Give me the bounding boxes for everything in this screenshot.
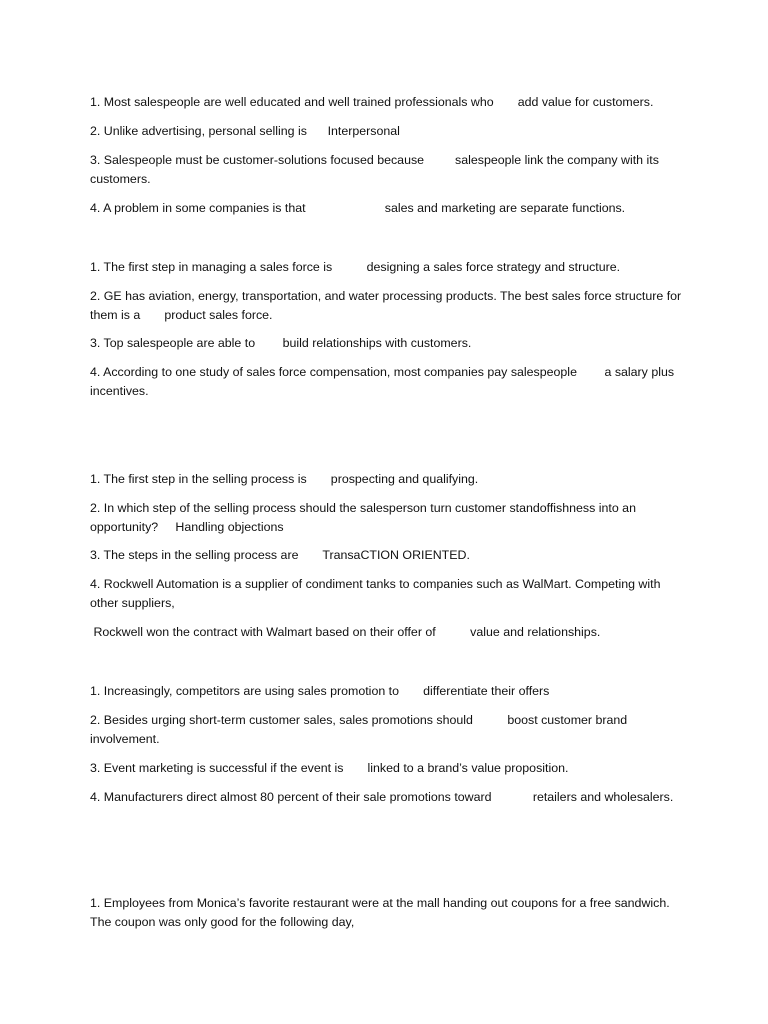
paragraph-s4-q4: 4. Manufacturers direct almost 80 percent of their sale promotions toward retailers and wholesalers. (90, 790, 674, 804)
paragraph-s1-q1: 1. Most salespeople are well educated and well trained professionals who add value for customers. (90, 95, 654, 109)
paragraph-s2-q2: 2. GE has aviation, energy, transportation, and water processing products. The best sales force structure for them is a product sales force. (90, 289, 685, 322)
paragraph-s3-q4-continued: Rockwell won the contract with Walmart based on their offer of value and relationships. (90, 625, 601, 639)
paragraph-s2-q1: 1. The first step in managing a sales force is designing a sales force strategy and structure. (90, 260, 621, 274)
paragraph-s3-q4: 4. Rockwell Automation is a supplier of condiment tanks to companies such as WalMart. Competing with other suppliers, (90, 577, 664, 610)
paragraph-s3-q1: 1. The first step in the selling process is prospecting and qualifying. (90, 472, 479, 486)
paragraph-s1-q2: 2. Unlike advertising, personal selling is Interpersonal (90, 124, 400, 138)
paragraph-s4-q2: 2. Besides urging short-term customer sales, sales promotions should boost customer brand involvement. (90, 713, 631, 746)
paragraph-s4-q1: 1. Increasingly, competitors are using sales promotion to differentiate their offers (90, 684, 550, 698)
paragraph-s1-q4: 4. A problem in some companies is that sales and marketing are separate functions. (90, 201, 626, 215)
paragraph-s1-q3: 3. Salespeople must be customer-solutions focused because salespeople link the company with its customers. (90, 153, 663, 186)
paragraph-s3-q2: 2. In which step of the selling process should the salesperson turn customer standoffishness into an opportunity? Handling objections (90, 501, 640, 534)
paragraph-s4-q3: 3. Event marketing is successful if the event is linked to a brand’s value proposition. (90, 761, 569, 775)
paragraph-s2-q4: 4. According to one study of sales force compensation, most companies pay salespeople a salary plus incentives. (90, 365, 678, 398)
paragraph-s3-q3: 3. The steps in the selling process are TransaCTION ORIENTED. (90, 548, 470, 562)
paragraph-s2-q3: 3. Top salespeople are able to build relationships with customers. (90, 336, 472, 350)
paragraph-s5-q1: 1. Employees from Monica’s favorite restaurant were at the mall handing out coupons for a free sandwich. The coupon was only good for the following day, (90, 896, 673, 929)
